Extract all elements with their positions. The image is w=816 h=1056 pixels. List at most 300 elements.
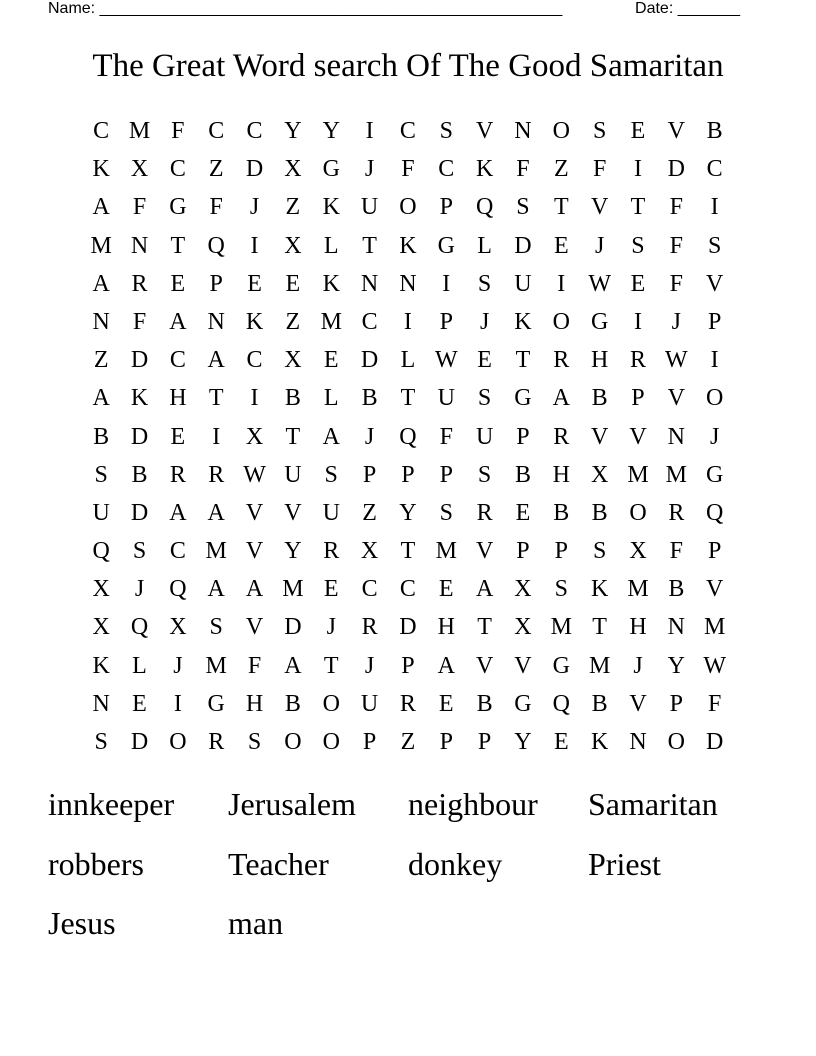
grid-letter: V (475, 118, 494, 144)
grid-letter: S (477, 385, 492, 412)
grid-letter: M (205, 652, 227, 679)
grid-letter: X (130, 156, 149, 183)
grid-letter: D (360, 347, 379, 374)
grid-letter: D (706, 729, 724, 755)
grid-letter: E (132, 690, 147, 717)
grid-row (82, 227, 734, 265)
grid-letter: E (170, 423, 186, 450)
grid-letter: O (169, 729, 187, 755)
grid-letter: E (553, 232, 569, 259)
grid-letter: S (631, 232, 645, 259)
grid-letter: A (169, 308, 187, 335)
grid-letter: N (92, 308, 110, 335)
grid-letter: K (514, 308, 532, 335)
grid-letter: O (322, 729, 340, 755)
grid-letter: F (707, 690, 722, 717)
grid-letter: O (629, 499, 647, 526)
grid-letter: J (173, 652, 183, 679)
grid-letter: K (245, 308, 264, 335)
grid-letter: J (249, 194, 260, 221)
grid-letter: R (208, 729, 225, 755)
grid-letter: M (627, 461, 649, 488)
grid-letter: K (92, 156, 110, 183)
grid-letter: N (667, 423, 685, 450)
grid-letter: A (207, 576, 225, 603)
grid-letter: M (704, 614, 726, 641)
grid-letter: P (669, 690, 683, 717)
grid-letter: L (477, 232, 492, 259)
grid-row (82, 456, 734, 494)
grid-letter: S (94, 461, 108, 488)
grid-letter: P (439, 729, 453, 755)
grid-letter: G (207, 690, 225, 717)
grid-letter: C (246, 347, 263, 374)
grid-letter: E (515, 499, 531, 526)
page-title: The Great Word search Of The Good Samaritan (92, 48, 724, 84)
grid-letter: M (90, 232, 112, 259)
grid-letter: T (170, 232, 186, 259)
date-field: Date: _______ (635, 0, 740, 17)
grid-letter: D (245, 156, 264, 183)
grid-letter: Y (284, 538, 302, 565)
grid-letter: S (707, 232, 722, 259)
word-list-item: Jesus (48, 905, 116, 941)
grid-letter: H (629, 614, 647, 641)
grid-letter: R (323, 538, 340, 565)
grid-letter: J (134, 576, 145, 603)
grid-letter: X (284, 347, 302, 374)
grid-letter: C (169, 156, 186, 183)
grid-letter: W (243, 461, 266, 488)
grid-letter: I (633, 308, 642, 335)
grid-letter: W (703, 652, 726, 679)
grid-letter: K (322, 270, 340, 297)
grid-letter: S (324, 461, 338, 488)
grid-letter: N (629, 729, 647, 755)
grid-letter: P (631, 385, 645, 412)
grid-letter: X (92, 576, 110, 603)
grid-letter: A (207, 347, 225, 374)
grid-letter: F (401, 156, 415, 183)
grid-letter: M (205, 538, 227, 565)
grid-row (82, 341, 734, 379)
grid-letter: I (250, 232, 259, 259)
grid-letter: B (591, 385, 608, 412)
grid-letter: C (706, 156, 723, 183)
grid-letter: O (284, 729, 302, 755)
grid-letter: U (360, 690, 379, 717)
grid-letter: U (360, 194, 379, 221)
grid-letter: I (173, 690, 182, 717)
grid-letter: R (476, 499, 493, 526)
grid-letter: S (554, 576, 568, 603)
grid-letter: W (434, 347, 458, 374)
grid-letter: V (475, 652, 494, 679)
grid-letter: B (591, 499, 608, 526)
grid-row (82, 685, 734, 723)
grid-letter: E (247, 270, 262, 297)
grid-letter: X (92, 614, 110, 641)
grid-letter: M (627, 576, 649, 603)
grid-letter: P (554, 538, 568, 565)
grid-letter: F (669, 232, 683, 259)
grid-row (82, 379, 734, 417)
grid-letter: I (250, 385, 259, 412)
grid-letter: R (553, 347, 570, 374)
grid-letter: V (245, 499, 264, 526)
grid-letter: Q (92, 538, 110, 565)
grid-letter: B (514, 461, 531, 488)
grid-letter: R (361, 614, 378, 641)
grid-letter: X (284, 232, 302, 259)
grid-letter: N (92, 690, 110, 717)
grid-row (82, 418, 734, 456)
grid-letter: L (323, 232, 339, 259)
grid-letter: S (477, 270, 492, 297)
grid-letter: Z (400, 729, 416, 755)
grid-letter: L (323, 385, 339, 412)
grid-letter: S (477, 461, 492, 488)
grid-letter: G (552, 652, 570, 679)
grid-letter: D (130, 729, 149, 755)
header-line (48, 0, 740, 20)
word-list-item: man (228, 905, 284, 941)
grid-letter: J (364, 423, 375, 450)
word-list-item: innkeeper (48, 786, 175, 822)
grid-letter: O (552, 118, 570, 144)
grid-letter: O (399, 194, 417, 221)
grid-letter: X (284, 156, 302, 183)
grid-letter: D (284, 614, 302, 641)
grid-letter: Q (399, 423, 417, 450)
grid-letter: P (401, 461, 415, 488)
grid-letter: W (588, 270, 611, 297)
grid-letter: O (667, 729, 685, 755)
grid-letter: P (439, 461, 453, 488)
grid-letter: Q (207, 232, 225, 259)
grid-row (82, 647, 734, 685)
grid-letter: K (130, 385, 149, 412)
grid-letter: Z (362, 499, 377, 526)
grid-letter: D (399, 614, 417, 641)
grid-letter: D (130, 423, 149, 450)
grid-letter: T (630, 194, 646, 221)
grid-letter: T (477, 614, 492, 641)
grid-letter: R (668, 499, 685, 526)
grid-letter: Z (208, 156, 224, 183)
grid-letter: Q (552, 690, 570, 717)
grid-letter: N (667, 614, 685, 641)
grid-letter: F (209, 194, 223, 221)
word-list-item: robbers (48, 845, 144, 882)
grid-letter: E (477, 347, 492, 374)
grid-letter: A (322, 423, 340, 450)
grid-letter: F (171, 118, 185, 144)
grid-row (82, 150, 734, 188)
grid-letter: V (706, 576, 724, 603)
grid-letter: I (710, 347, 719, 374)
grid-letter: T (285, 423, 301, 450)
grid-letter: S (94, 729, 108, 755)
grid-letter: R (629, 347, 646, 374)
grid-letter: C (438, 156, 455, 183)
grid-letter: V (629, 690, 647, 717)
name-field: Name: ____________________________________________________ (48, 0, 563, 17)
grid-letter: N (130, 232, 149, 259)
grid-letter: I (365, 118, 374, 144)
grid-letter: P (362, 461, 377, 488)
grid-letter: M (128, 118, 151, 144)
grid-letter: B (361, 385, 378, 412)
grid-letter: A (552, 385, 570, 412)
grid-letter: W (665, 347, 688, 374)
grid-letter: K (475, 156, 494, 183)
grid-letter: A (92, 270, 110, 297)
grid-letter: J (479, 308, 490, 335)
grid-letter: I (633, 156, 642, 183)
grid-letter: A (92, 194, 110, 221)
grid-letter: X (514, 614, 532, 641)
grid-letter: H (169, 385, 187, 412)
grid-letter: P (707, 308, 722, 335)
grid-letter: S (516, 194, 530, 221)
grid-letter: S (209, 614, 223, 641)
grid-letter: J (633, 652, 643, 679)
grid-letter: A (437, 652, 455, 679)
grid-letter: Q (706, 499, 724, 526)
grid-letter: A (169, 499, 187, 526)
grid-letter: F (247, 652, 262, 679)
grid-letter: H (437, 614, 455, 641)
grid-letter: M (588, 652, 611, 679)
grid-letter: R (208, 461, 225, 488)
grid-letter: Z (93, 347, 109, 374)
grid-letter: T (362, 232, 377, 259)
letter-grid (82, 112, 734, 761)
grid-letter: J (326, 614, 336, 641)
grid-letter: Z (285, 308, 301, 335)
grid-letter: E (323, 347, 339, 374)
word-list-item: Teacher (228, 845, 329, 882)
grid-letter: B (668, 576, 685, 603)
grid-letter: E (553, 729, 569, 755)
grid-letter: Q (169, 576, 187, 603)
grid-letter: F (592, 156, 607, 183)
grid-letter: X (629, 538, 647, 565)
grid-letter: N (399, 270, 417, 297)
grid-letter: X (169, 614, 187, 641)
grid-letter: E (438, 690, 454, 717)
grid-letter: T (553, 194, 569, 221)
grid-letter: X (514, 576, 532, 603)
grid-letter: G (322, 156, 340, 183)
grid-letter: B (476, 690, 493, 717)
grid-letter: A (207, 499, 225, 526)
grid-letter: Q (475, 194, 494, 221)
grid-letter: A (92, 385, 110, 412)
grid-letter: D (667, 156, 685, 183)
grid-letter: L (400, 347, 416, 374)
grid-letter: R (399, 690, 416, 717)
grid-letter: S (592, 538, 607, 565)
grid-letter: B (284, 690, 301, 717)
grid-letter: D (130, 347, 149, 374)
grid-letter: V (590, 423, 609, 450)
word-list-item: Priest (588, 845, 661, 882)
grid-letter: V (245, 614, 264, 641)
grid-letter: U (475, 423, 494, 450)
grid-letter: B (93, 423, 110, 450)
grid-letter: F (669, 194, 683, 221)
grid-letter: F (516, 156, 530, 183)
grid-letter: B (284, 385, 301, 412)
grid-letter: B (591, 690, 608, 717)
word-list-item: Jerusalem (228, 786, 356, 822)
grid-letter: T (323, 652, 339, 679)
grid-letter: N (514, 118, 532, 144)
grid-letter: V (667, 118, 685, 144)
grid-letter: X (245, 423, 264, 450)
grid-letter: G (169, 194, 187, 221)
grid-letter: T (515, 347, 531, 374)
grid-row (82, 494, 734, 532)
grid-letter: F (132, 194, 147, 221)
grid-row (82, 303, 734, 341)
grid-letter: V (629, 423, 647, 450)
grid-letter: B (131, 461, 148, 488)
grid-letter: U (284, 461, 302, 488)
grid-letter: K (322, 194, 340, 221)
grid-letter: V (706, 270, 724, 297)
grid-letter: F (669, 538, 683, 565)
grid-letter: P (516, 423, 530, 450)
grid-letter: S (439, 118, 453, 144)
grid-letter: V (667, 385, 685, 412)
grid-letter: U (437, 385, 455, 412)
grid-row (82, 188, 734, 226)
grid-letter: M (282, 576, 304, 603)
grid-letter: E (285, 270, 301, 297)
grid-letter: B (706, 118, 723, 144)
grid-letter: P (477, 729, 492, 755)
grid-letter: H (552, 461, 570, 488)
grid-letter: N (360, 270, 379, 297)
grid-letter: U (322, 499, 340, 526)
grid-letter: Y (667, 652, 685, 679)
grid-letter: J (671, 308, 681, 335)
grid-letter: Y (284, 118, 302, 144)
grid-letter: F (132, 308, 147, 335)
grid-letter: S (132, 538, 147, 565)
grid-letter: C (361, 308, 378, 335)
grid-letter: P (439, 308, 453, 335)
grid-letter: X (360, 538, 379, 565)
grid-letter: C (169, 347, 186, 374)
grid-letter: G (706, 461, 724, 488)
grid-letter: U (514, 270, 532, 297)
grid-letter: E (438, 576, 454, 603)
grid-letter: C (208, 118, 225, 144)
word-list-item: Samaritan (588, 786, 718, 822)
grid-letter: T (208, 385, 224, 412)
grid-row (82, 112, 734, 150)
grid-letter: X (590, 461, 609, 488)
grid-letter: Y (399, 499, 417, 526)
grid-letter: C (399, 118, 416, 144)
grid-letter: F (669, 270, 683, 297)
grid-letter: C (169, 538, 186, 565)
grid-letter: P (362, 729, 377, 755)
grid-letter: V (284, 499, 302, 526)
grid-letter: I (557, 270, 566, 297)
grid-letter: M (320, 308, 342, 335)
grid-letter: R (131, 270, 148, 297)
grid-letter: M (665, 461, 687, 488)
grid-letter: C (361, 576, 378, 603)
grid-letter: A (284, 652, 302, 679)
grid-letter: I (710, 194, 719, 221)
grid-letter: S (439, 499, 453, 526)
grid-letter: M (435, 538, 457, 565)
grid-letter: C (93, 118, 110, 144)
grid-row (82, 532, 734, 570)
word-list-item: donkey (408, 845, 503, 882)
grid-letter: O (552, 308, 570, 335)
grid-letter: E (170, 270, 186, 297)
grid-letter: P (439, 194, 453, 221)
grid-letter: C (399, 576, 416, 603)
grid-letter: V (245, 538, 264, 565)
grid-letter: N (207, 308, 225, 335)
grid-letter: D (130, 499, 149, 526)
grid-letter: E (323, 576, 339, 603)
grid-letter: K (92, 652, 110, 679)
grid-letter: B (553, 499, 570, 526)
grid-letter: O (322, 690, 340, 717)
grid-letter: H (590, 347, 609, 374)
grid-letter: F (439, 423, 453, 450)
grid-letter: T (592, 614, 607, 641)
grid-letter: S (592, 118, 607, 144)
grid-row (82, 608, 734, 646)
grid-letter: H (245, 690, 264, 717)
grid-letter: J (364, 156, 375, 183)
grid-letter: V (475, 538, 494, 565)
grid-letter: Q (130, 614, 149, 641)
grid-letter: P (401, 652, 415, 679)
grid-letter: J (710, 423, 720, 450)
grid-letter: T (400, 385, 416, 412)
grid-letter: P (707, 538, 722, 565)
grid-letter: G (590, 308, 609, 335)
grid-letter: V (514, 652, 532, 679)
grid-letter: C (246, 118, 263, 144)
grid-letter: M (550, 614, 572, 641)
grid-letter: J (594, 232, 605, 259)
grid-letter: O (706, 385, 724, 412)
grid-letter: G (514, 385, 532, 412)
word-list-item: neighbour (408, 786, 538, 822)
grid-letter: Z (285, 194, 301, 221)
grid-letter: G (437, 232, 455, 259)
grid-letter: S (247, 729, 262, 755)
grid-letter: R (553, 423, 570, 450)
grid-letter: U (92, 499, 110, 526)
grid-letter: K (399, 232, 417, 259)
grid-letter: R (169, 461, 186, 488)
word-list (48, 780, 768, 959)
grid-letter: D (514, 232, 532, 259)
